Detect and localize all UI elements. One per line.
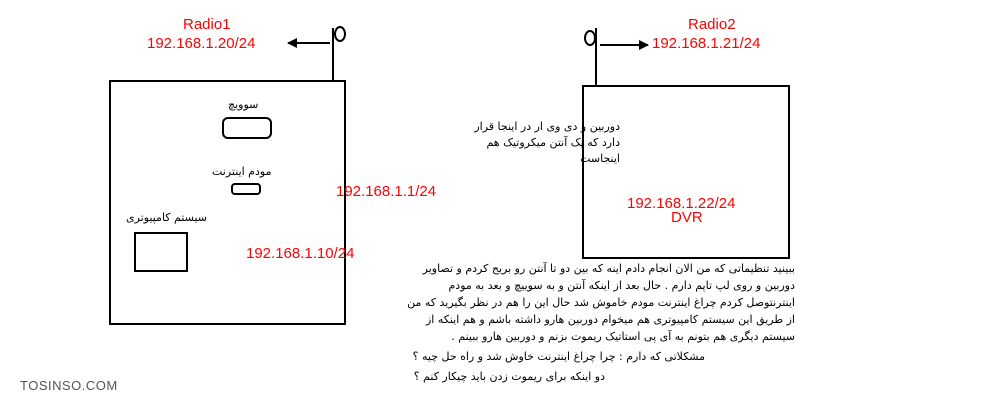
radio1-name: Radio1 [183,16,231,33]
watermark: TOSINSO.COM [20,378,118,393]
dvr-label: DVR [671,209,703,226]
switch-label: سوویچ [228,98,259,111]
dvr-ip: 192.168.1.22/24 [627,195,736,212]
note-line-1: ببینید تنظیماتی که من الان انجام دادم اینه که بین دو تا آنتن رو بریج کردم و تصاویر [422,262,795,275]
modem-ip: 192.168.1.1/24 [336,183,437,200]
note-line-2: دوربین و روی لپ تاپم دارم . حال بعد از اینکه آنتن و به سوییچ و بعد به مودم [448,279,795,292]
site-b-text-3: اینجاست [580,152,620,165]
pc-device [134,232,188,272]
site-b-box [582,85,790,259]
radio1-ip: 192.168.1.20/24 [147,35,256,52]
note-line-6: مشکلاتی که دارم : چرا چراغ اینترنت خاوش شد و راه حل چیه ؟ [412,350,705,363]
radio2-name: Radio2 [688,16,736,33]
site-b-text-1: دوربین و دی وی ار در اینجا قرار [474,120,620,133]
pc-ip: 192.168.1.10/24 [246,245,355,262]
notes-block [380,262,795,402]
site-b-text-2: دارد که یک آنتن میکروتیک هم [486,136,620,149]
switch-device [222,117,272,139]
note-line-3: اینترنتوصل کردم چراغ اینترنت مودم خاموش شد حال این را هم در نظر بگیرید که من [407,296,795,309]
modem-device [231,183,261,195]
radio2-ip: 192.168.1.21/24 [652,35,761,52]
note-line-4: از طریق این سیستم کامپیوتری هم میخوام دوربین هارو داشته باشم و هم اینکه از [426,313,795,326]
note-line-5: سیستم دیگری هم بتونم به آی پی استاتیک ریموت بزنم و دوربین هارو ببینم . [451,330,795,343]
modem-label: مودم اینترنت [212,165,272,178]
note-line-7: دو اینکه برای ریموت زدن باید چیکار کنم ؟ [413,370,605,383]
pc-label: سیستم کامپیوتری [126,211,208,224]
